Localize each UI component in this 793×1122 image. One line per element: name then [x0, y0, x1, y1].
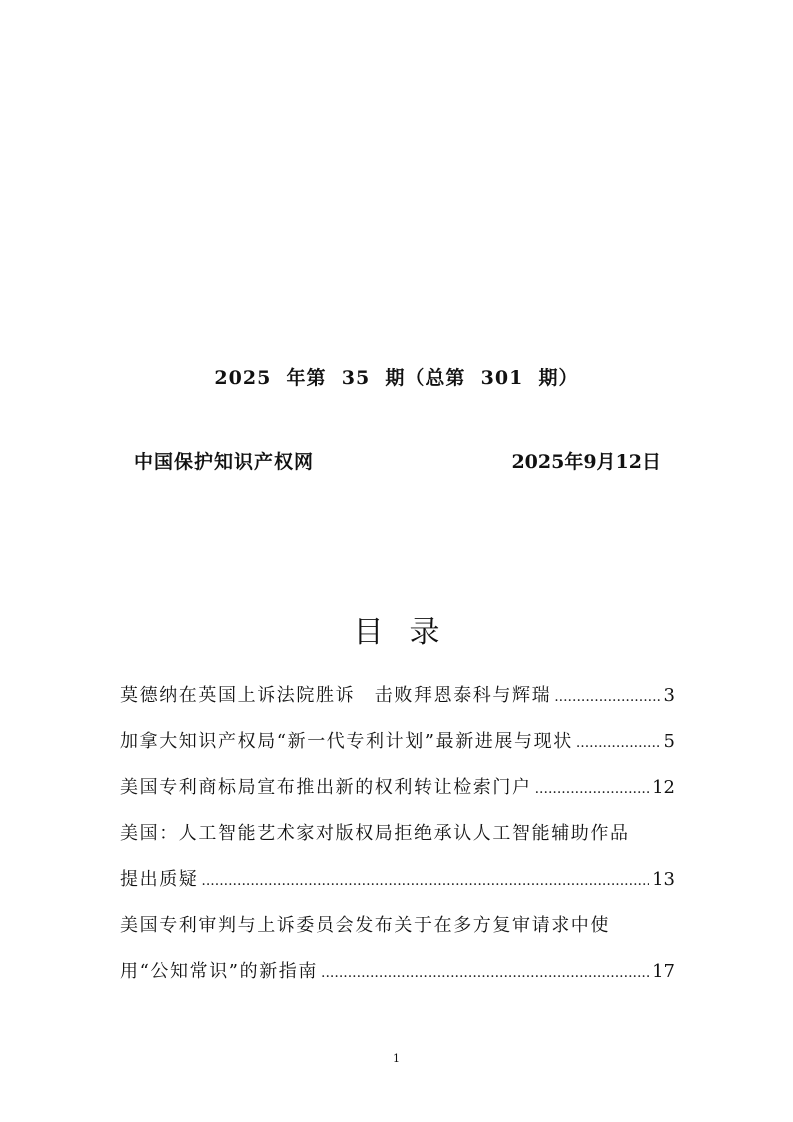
toc-entry[interactable]: [120, 719, 675, 765]
toc-entry-title: 加拿大知识产权局“新一代专利计划”最新进展与现状: [120, 731, 573, 752]
publisher-name: 中国保护知识产权网: [134, 451, 315, 473]
toc-entry[interactable]: [120, 903, 675, 995]
toc-entry-title-cont: 用“公知常识”的新指南: [120, 961, 319, 982]
toc-entry-line: [120, 811, 675, 857]
toc-entry-title-cont: 提出质疑: [120, 869, 199, 890]
toc-entry-page: 3: [663, 685, 675, 706]
toc-entry[interactable]: [120, 673, 675, 719]
page-number: 1: [393, 1052, 400, 1065]
toc-entry-line: [120, 857, 675, 903]
toc-entry-line: [120, 949, 675, 995]
toc-leader-dots: [321, 950, 649, 995]
toc-leader-dots: [535, 766, 649, 811]
toc-entry[interactable]: [120, 765, 675, 811]
toc-entry[interactable]: [120, 811, 675, 903]
toc-entry-title: 美国：人工智能艺术家对版权局拒绝承认人工智能辅助作品: [120, 823, 630, 844]
toc-entry-page: 13: [652, 869, 675, 890]
toc-entry-page: 17: [652, 961, 675, 982]
toc-entry-page: 5: [663, 731, 675, 752]
toc-leader-dots: [201, 858, 649, 903]
toc-leader-dots: [576, 720, 661, 765]
table-of-contents: [120, 673, 675, 995]
toc-entry-title: 美国专利商标局宣布推出新的权利转让检索门户: [120, 777, 532, 798]
toc-entry-line: [120, 903, 675, 949]
toc-title: 目录: [353, 615, 466, 650]
toc-entry-page: 12: [652, 777, 675, 798]
toc-entry-title: 美国专利审判与上诉委员会发布关于在多方复审请求中使: [120, 915, 610, 936]
publication-date: 2025年9月12日: [511, 451, 661, 473]
toc-leader-dots: [554, 674, 660, 719]
toc-entry-title: 莫德纳在英国上诉法院胜诉 击败拜恩泰科与辉瑞: [120, 685, 552, 706]
issue-number: 2025 年第 35 期（总第 301 期）: [214, 367, 579, 389]
